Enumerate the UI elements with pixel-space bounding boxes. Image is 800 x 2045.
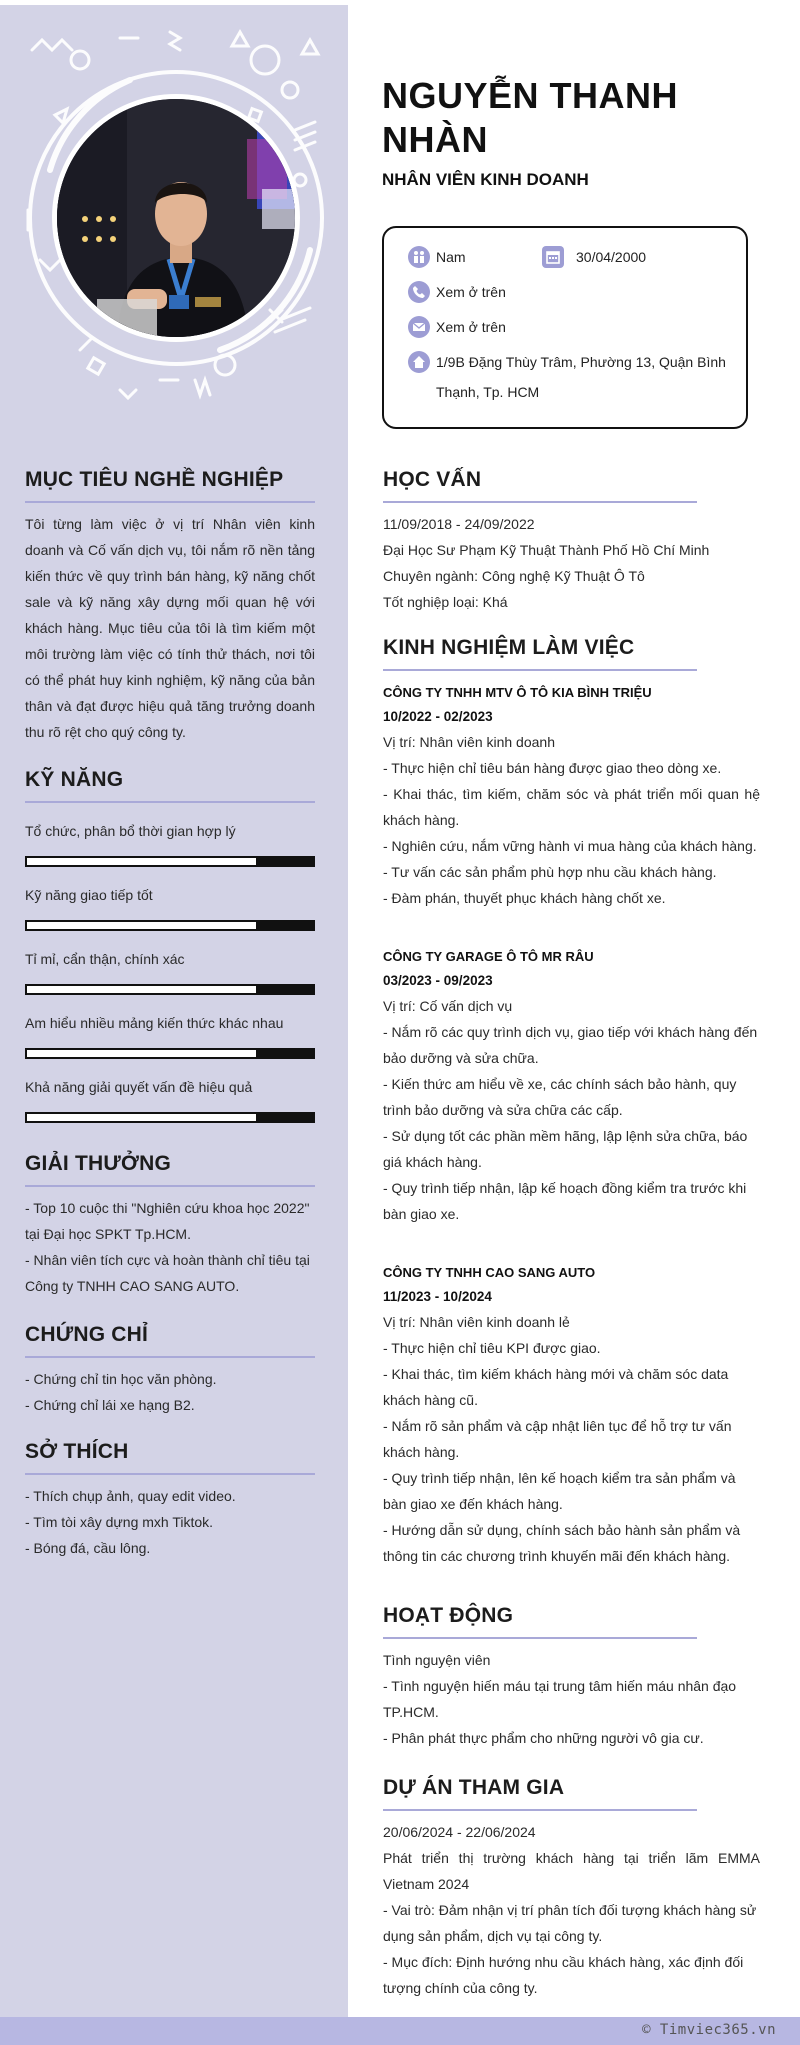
gender-value: Nam <box>436 249 466 265</box>
projects-title: DỰ ÁN THAM GIA <box>383 1776 565 1799</box>
job-detail: - Khai thác, tìm kiếm khách hàng mới và chăm sóc data khách hàng cũ. <box>383 1366 729 1408</box>
award-item: - Nhân viên tích cực và hoàn thành chỉ tiêu tại Công ty TNHH CAO SANG AUTO. <box>25 1252 310 1294</box>
hobby-item: - Bóng đá, cầu lông. <box>25 1540 151 1556</box>
birthday-value: 30/04/2000 <box>576 249 647 265</box>
job-entry <box>383 1261 760 1569</box>
job-detail: - Đàm phán, thuyết phục khách hàng chốt xe. <box>383 890 666 906</box>
project-name: Phát triển thị trường khách hàng tại triển lãm EMMA Vietnam 2024 <box>383 1850 760 1892</box>
education-grade: Tốt nghiệp loại: Khá <box>383 594 508 610</box>
objective-text: Tôi từng làm việc ở vị trí Nhân viên kinh doanh và Cố vấn dịch vụ, tôi nắm rõ nền tảng kiến thức về quy trình bán hàng, kỹ năng chốt sale và kỹ năng xây dựng mối quan hệ với khách hàng. Mục tiêu của tôi là tìm kiếm một môi trường làm việc có tính thử thách, nơi tôi có thể phát huy kinh nghiệm, kỹ năng của bản thân và đạt được hiệu quả tăng trưởng doanh thu rõ rệt cho quý công ty. <box>25 516 315 740</box>
education-section <box>383 468 760 615</box>
skill-item <box>25 1077 315 1123</box>
skill-bar-fill <box>256 858 313 865</box>
education-school: Đại Học Sư Phạm Kỹ Thuật Thành Phố Hồ Chí Minh <box>383 542 710 558</box>
job-position: Vị trí: Nhân viên kinh doanh lẻ <box>383 1314 570 1330</box>
job-entry <box>383 945 760 1227</box>
skill-label: Kỹ năng giao tiếp tốt <box>25 887 153 903</box>
avatar-area <box>20 20 330 410</box>
section-divider <box>383 1637 697 1639</box>
job-detail: - Nắm rõ các quy trình dịch vụ, giao tiếp với khách hàng đến bảo dưỡng và sửa chữa. <box>383 1024 758 1066</box>
skill-item <box>25 1013 315 1059</box>
skill-bar-fill <box>256 986 313 993</box>
objective-title: MỤC TIÊU NGHỀ NGHIỆP <box>25 468 284 491</box>
skill-item <box>25 885 315 931</box>
email-value: Xem ở trên <box>436 319 506 335</box>
education-period: 11/09/2018 - 24/09/2022 <box>383 516 535 532</box>
job-period: 10/2022 - 02/2023 <box>383 709 493 724</box>
certificate-item: - Chứng chỉ tin học văn phòng. <box>25 1371 217 1387</box>
award-item: - Top 10 cuộc thi "Nghiên cứu khoa học 2022" tại Đại học SPKT Tp.HCM. <box>25 1200 310 1242</box>
job-company: CÔNG TY TNHH CAO SANG AUTO <box>383 1265 596 1280</box>
skill-bar-fill <box>256 1050 313 1057</box>
skill-label: Tỉ mỉ, cẩn thận, chính xác <box>25 951 185 967</box>
calendar-icon <box>542 246 564 268</box>
skill-bar <box>25 1048 315 1059</box>
job-period: 11/2023 - 10/2024 <box>383 1289 492 1304</box>
skill-bar <box>25 920 315 931</box>
skill-bar <box>25 984 315 995</box>
activity-item: - Phân phát thực phẩm cho những người vô gia cư. <box>383 1730 704 1746</box>
section-divider <box>383 501 697 503</box>
certificates-section <box>25 1323 315 1418</box>
address-value: 1/9B Đặng Thùy Trâm, Phường 13, Quận Bình Thạnh, Tp. HCM <box>436 354 726 400</box>
section-divider <box>25 501 315 503</box>
footer-brand[interactable]: © Timviec365.vn <box>642 2022 776 2038</box>
gender-icon <box>408 246 430 268</box>
experience-title: KINH NGHIỆM LÀM VIỆC <box>383 636 635 659</box>
section-divider <box>383 669 697 671</box>
contact-phone <box>408 277 506 307</box>
skill-item <box>25 821 315 867</box>
section-divider <box>25 1185 315 1187</box>
job-company: CÔNG TY GARAGE Ô TÔ MR RÂU <box>383 949 594 964</box>
project-item: - Mục đích: Định hướng nhu cầu khách hàng, xác định đối tượng chính của công ty. <box>383 1954 744 1996</box>
skill-bar <box>25 1112 315 1123</box>
section-divider <box>25 801 315 803</box>
hobbies-section <box>25 1440 315 1561</box>
education-title: HỌC VẤN <box>383 468 482 491</box>
activity-item: - Tình nguyện hiến máu tại trung tâm hiến máu nhân đạo TP.HCM. <box>383 1678 737 1720</box>
person-photo-illustration <box>57 99 300 342</box>
certificate-item: - Chứng chỉ lái xe hạng B2. <box>25 1397 195 1413</box>
job-detail: - Hướng dẫn sử dụng, chính sách bảo hành sản phẩm và thông tin các chương trình khuyến mãi đến khách hàng. <box>383 1522 741 1564</box>
contact-gender <box>408 242 466 272</box>
awards-title: GIẢI THƯỞNG <box>25 1152 172 1175</box>
job-detail: - Nắm rõ sản phẩm và cập nhật liên tục để hỗ trợ tư vấn khách hàng. <box>383 1418 732 1460</box>
profile-photo <box>52 94 300 342</box>
education-major: Chuyên ngành: Công nghệ Kỹ Thuật Ô Tô <box>383 568 645 584</box>
job-detail: - Quy trình tiếp nhận, lập kế hoạch đồng kiểm tra trước khi bàn giao xe. <box>383 1180 747 1222</box>
job-detail: - Khai thác, tìm kiếm, chăm sóc và phát triển mối quan hệ khách hàng. <box>383 786 760 828</box>
section-divider <box>25 1473 315 1475</box>
contact-box <box>382 226 748 429</box>
skill-label: Khả năng giải quyết vấn đề hiệu quả <box>25 1079 253 1095</box>
footer-bar <box>0 2017 800 2045</box>
activities-section <box>383 1604 760 1751</box>
skill-label: Am hiểu nhiều mảng kiến thức khác nhau <box>25 1015 284 1031</box>
skills-section <box>25 768 315 1123</box>
certificates-title: CHỨNG CHỈ <box>25 1323 149 1346</box>
job-period: 03/2023 - 09/2023 <box>383 973 493 988</box>
job-position: Vị trí: Cố vấn dịch vụ <box>383 998 513 1014</box>
hobbies-title: SỞ THÍCH <box>25 1440 129 1463</box>
job-detail: - Thực hiện chỉ tiêu KPI được giao. <box>383 1340 601 1356</box>
job-position: Vị trí: Nhân viên kinh doanh <box>383 734 555 750</box>
hobby-item: - Tìm tòi xây dựng mxh Tiktok. <box>25 1514 214 1530</box>
home-icon <box>408 351 430 373</box>
awards-section <box>25 1152 315 1299</box>
contact-birthday <box>542 242 646 272</box>
activities-title: HOẠT ĐỘNG <box>383 1604 514 1627</box>
job-detail: - Kiến thức am hiểu về xe, các chính sách bảo hành, quy trình bảo dưỡng và sửa chữa các cấp. <box>383 1076 737 1118</box>
job-entry <box>383 681 760 911</box>
project-period: 20/06/2024 - 22/06/2024 <box>383 1824 536 1840</box>
skill-item <box>25 949 315 995</box>
job-detail: - Sử dụng tốt các phần mềm hãng, lập lệnh sửa chữa, báo giá khách hàng. <box>383 1128 748 1170</box>
skill-label: Tổ chức, phân bổ thời gian hợp lý <box>25 823 236 839</box>
hobby-item: - Thích chụp ảnh, quay edit video. <box>25 1488 236 1504</box>
contact-address <box>408 347 728 407</box>
job-title: NHÂN VIÊN KINH DOANH <box>382 170 589 189</box>
phone-value: Xem ở trên <box>436 284 506 300</box>
skill-bar <box>25 856 315 867</box>
section-divider <box>383 1809 697 1811</box>
objective-section <box>25 468 315 745</box>
job-detail: - Nghiên cứu, nắm vững hành vi mua hàng của khách hàng. - Tư vấn các sản phẩm phù hợp nhu cầu khách hàng. <box>383 838 757 880</box>
skill-bar-fill <box>256 922 313 929</box>
email-icon <box>408 316 430 338</box>
skills-title: KỸ NĂNG <box>25 768 124 791</box>
contact-email <box>408 312 506 342</box>
candidate-name: NGUYỄN THANH NHÀN <box>382 75 679 160</box>
job-company: CÔNG TY TNHH MTV Ô TÔ KIA BÌNH TRIỆU <box>383 685 652 700</box>
skill-bar-fill <box>256 1114 313 1121</box>
projects-section <box>383 1776 760 2001</box>
section-divider <box>25 1356 315 1358</box>
activity-role: Tình nguyện viên <box>383 1652 491 1668</box>
job-detail: - Thực hiện chỉ tiêu bán hàng được giao theo dòng xe. <box>383 760 722 776</box>
phone-icon <box>408 281 430 303</box>
project-item: - Vai trò: Đảm nhận vị trí phân tích đối tượng khách hàng sử dụng sản phẩm, dịch vụ tại công ty. <box>383 1902 757 1944</box>
experience-section <box>383 636 760 1569</box>
job-detail: - Quy trình tiếp nhận, lên kế hoạch kiểm tra sản phẩm và bàn giao xe đến khách hàng. <box>383 1470 736 1512</box>
